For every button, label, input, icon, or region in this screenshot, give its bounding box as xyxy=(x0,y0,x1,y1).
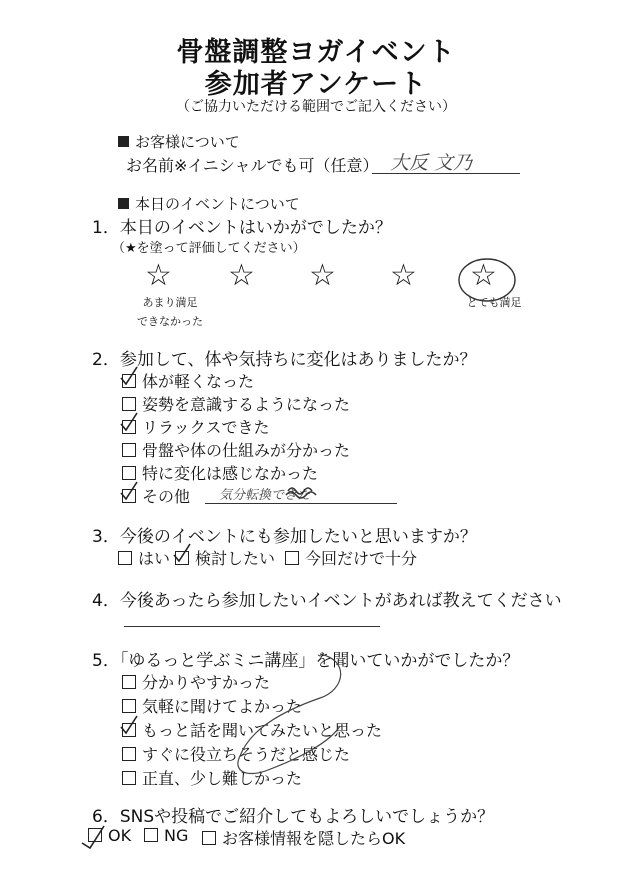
form-title-line2: 参加者アンケート xyxy=(204,69,428,100)
q4-question: 4．今後あったら参加したいイベントがあれば教えてください xyxy=(92,591,562,611)
q6-option-2[interactable]: NG xyxy=(144,826,188,845)
q2-check-mark-3 xyxy=(121,413,137,430)
form-subtitle: （ご協力いただける範囲でご記入ください） xyxy=(176,99,456,115)
stray-pen-mark xyxy=(238,654,341,774)
name-value: 大反 文乃 xyxy=(390,152,473,174)
rating-circle-mark xyxy=(459,259,515,301)
scribble-mark xyxy=(286,488,316,498)
rating-low-label: あまり満足 できなかった xyxy=(137,296,203,328)
q6-option-3[interactable]: お客様情報を隠したらOK xyxy=(202,826,405,849)
q5-option-2[interactable]: 気軽に聞けてよかった xyxy=(122,694,302,717)
q1-instruction: （★を塗って評価してください） xyxy=(112,241,306,256)
q3-question: 3．今後のイベントにも参加したいと思いますか？ xyxy=(92,527,477,547)
rating-high-label: とても満足 xyxy=(466,296,522,309)
star-4-icon[interactable]: ☆ xyxy=(390,258,417,293)
q3-option-1[interactable]: はい xyxy=(118,546,170,569)
q2-option-3[interactable]: リラックスできた xyxy=(122,415,270,438)
q2-question: 2．参加して、体や気持ちに変化はありましたか？ xyxy=(92,350,477,370)
q2-check-mark-1 xyxy=(121,367,137,384)
q5-question: 5．「ゆるっと学ぶミニ講座」を聞いていかがでしたか？ xyxy=(92,651,520,671)
star-3-icon[interactable]: ☆ xyxy=(309,258,336,293)
q6-question: 6．SNSや投稿でご紹介してもよろしいでしょうか？ xyxy=(92,807,495,827)
q3-option-2[interactable]: 検討したい xyxy=(175,546,275,569)
q2-option-4[interactable]: 骨盤や体の仕組みが分かった xyxy=(122,438,350,461)
customer-heading: お客様について xyxy=(118,131,240,152)
q6-option-1[interactable]: OK xyxy=(88,826,131,845)
q6-check-mark-1 xyxy=(82,826,104,848)
q5-option-4[interactable]: すぐに役立ちそうだと感じた xyxy=(122,742,350,765)
q2-option-5[interactable]: 特に変化は感じなかった xyxy=(122,461,318,484)
star-5-icon[interactable]: ☆ xyxy=(470,258,497,293)
q2-other-value: 気分転換できた xyxy=(219,488,311,503)
q2-option-2[interactable]: 姿勢を意識するようになった xyxy=(122,392,350,415)
q2-check-mark-6 xyxy=(121,482,137,499)
q1-question: 1．本日のイベントはいかがでしたか？ xyxy=(92,218,392,238)
form-title-line1: 骨盤調整ヨガイベント xyxy=(176,37,456,68)
q3-check-mark-2 xyxy=(174,544,190,561)
star-2-icon[interactable]: ☆ xyxy=(228,258,255,293)
q5-option-5[interactable]: 正直、少し難しかった xyxy=(122,766,302,789)
q3-option-3[interactable]: 今回だけで十分 xyxy=(285,546,417,569)
q5-check-mark-3 xyxy=(121,716,137,733)
q5-option-1[interactable]: 分かりやすかった xyxy=(122,670,270,693)
q2-option-6[interactable]: その他 xyxy=(122,484,190,507)
q5-option-3[interactable]: もっと話を聞いてみたいと思った xyxy=(122,718,382,741)
star-1-icon[interactable]: ☆ xyxy=(145,258,172,293)
event-heading: 本日のイベントについて xyxy=(118,193,300,214)
name-label: お名前※イニシャルでも可（任意） xyxy=(126,156,379,175)
q2-option-1[interactable]: 体が軽くなった xyxy=(122,369,254,392)
